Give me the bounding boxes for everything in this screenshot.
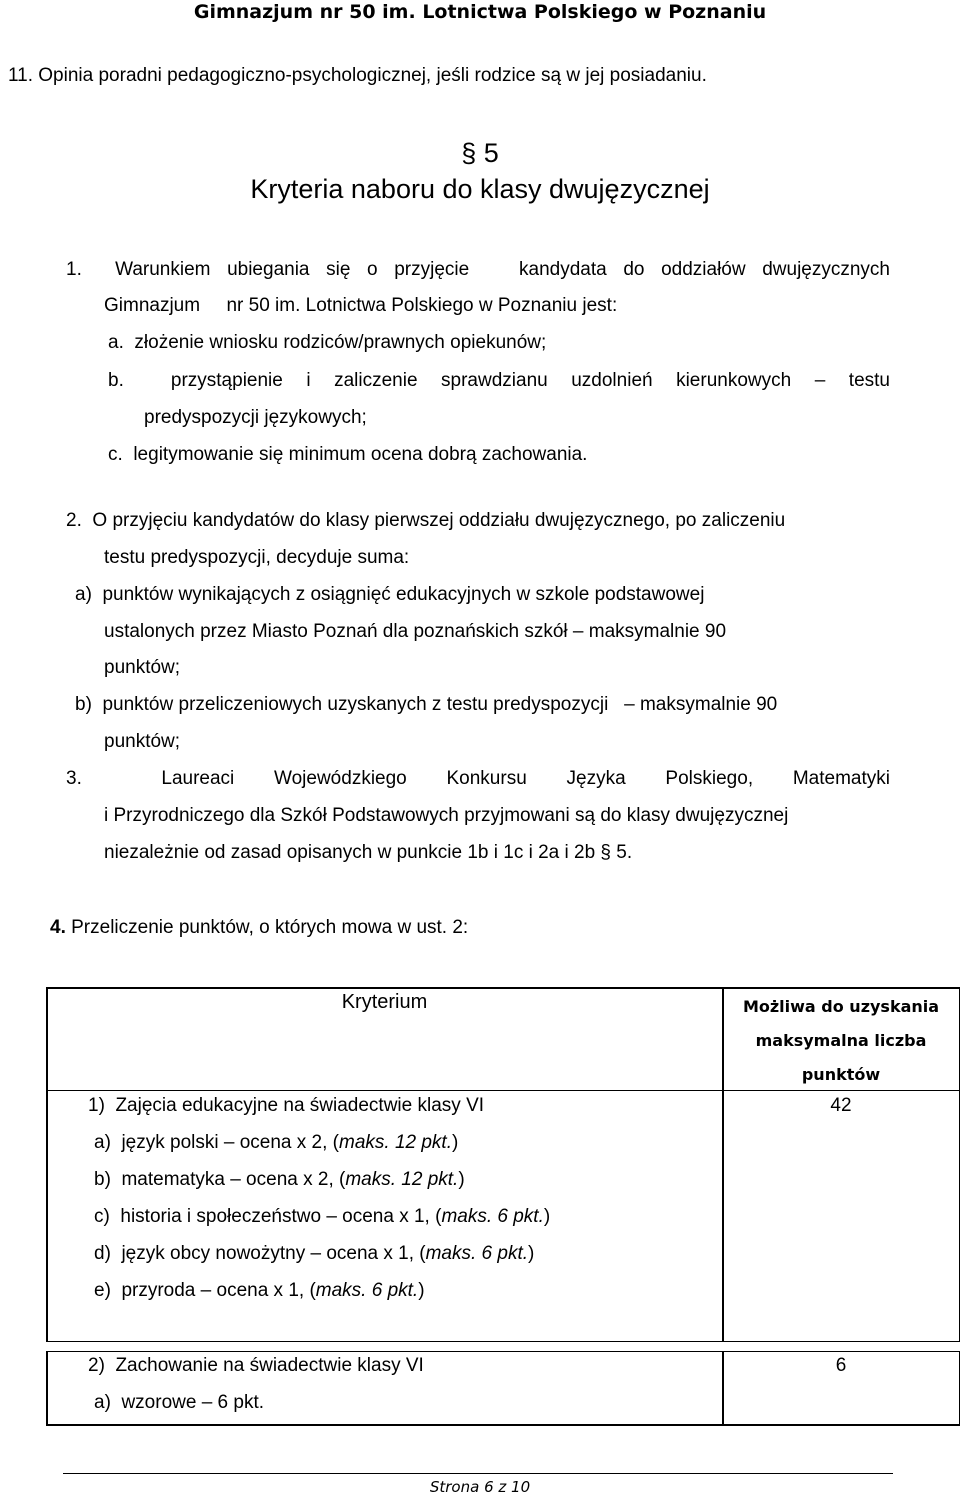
table-row1-title: 1) Zajęcia edukacyjne na świadectwie klasy VI (88, 1095, 485, 1116)
table-header-points-line3: punktów (801, 1065, 881, 1084)
table-header-points-line1: Możliwa do uzyskania (742, 997, 940, 1016)
document-header: Gimnazjum nr 50 im. Lotnictwa Polskiego w Poznaniu (193, 1, 767, 23)
table-row2-title: 2) Zachowanie na świadectwie klasy VI (88, 1355, 424, 1376)
footer-divider (63, 1473, 893, 1474)
table-row1-item-d: d) język obcy nowożytny – ocena x 1, (maks. 6 pkt.) (94, 1243, 535, 1264)
p4-text: Przeliczenie punktów, o których mowa w ust. 2: (65, 917, 469, 938)
table-header-points-line2: maksymalna liczba (755, 1031, 927, 1050)
p3-line2: i Przyrodniczego dla Szkół Podstawowych przyjmowani są do klasy dwujęzycznej (104, 805, 789, 826)
table-row1-item-a: a) język polski – ocena x 2, (maks. 12 pkt.) (94, 1132, 459, 1153)
p4-number: 4. (50, 917, 66, 938)
p2-b1: b) punktów przeliczeniowych uzyskanych z testu predyspozycji – maksymalnie 90 (75, 694, 778, 715)
table-row1-item-e: e) przyroda – ocena x 1, (maks. 6 pkt.) (94, 1280, 425, 1301)
p3-line1: 3. Laureaci Wojewódzkiego Konkursu Języka Polskiego, Matematyki (66, 768, 890, 789)
p1-b2: predyspozycji językowych; (144, 407, 367, 428)
p2-line1: 2. O przyjęciu kandydatów do klasy pierwszej oddziału dwujęzycznego, po zaliczeniu (66, 510, 786, 531)
p2-a2: ustalonych przez Miasto Poznań dla poznańskich szkół – maksymalnie 90 (104, 621, 727, 642)
p1-b1: b. przystąpienie i zaliczenie sprawdzianu uzdolnień kierunkowych – testu (108, 370, 890, 391)
table-row1-right-cell (722, 1090, 960, 1342)
item-11: 11. Opinia poradni pedagogiczno-psychologicznej, jeśli rodzice są w jej posiadaniu. (8, 65, 707, 86)
p1-c: c. legitymowanie się minimum ocena dobrą zachowania. (108, 444, 588, 465)
section-title: Kryteria naboru do klasy dwujęzycznej (250, 174, 710, 204)
table-row2-points: 6 (835, 1355, 847, 1376)
table-header-kryterium: Kryterium (341, 991, 428, 1013)
p1-line2: Gimnazjum nr 50 im. Lotnictwa Polskiego w Poznaniu jest: (104, 295, 618, 316)
page-number: Strona 6 z 10 (429, 1478, 531, 1496)
table-row2-item-a: a) wzorowe – 6 pkt. (94, 1392, 265, 1413)
table-row1-item-b: b) matematyka – ocena x 2, (maks. 12 pkt.) (94, 1169, 465, 1190)
p2-b2: punktów; (104, 731, 181, 752)
p4 (50, 916, 468, 940)
p1-line1: 1. Warunkiem ubiegania się o przyjęcie kandydata do oddziałów dwujęzycznych (66, 259, 890, 280)
p3-line3: niezależnie od zasad opisanych w punkcie 1b i 1c i 2a i 2b § 5. (104, 842, 633, 863)
table-row1-points: 42 (830, 1095, 852, 1116)
section-number: § 5 (461, 138, 499, 168)
p1-a: a. złożenie wniosku rodziców/prawnych opiekunów; (108, 332, 547, 353)
p2-line2: testu predyspozycji, decyduje suma: (104, 547, 410, 568)
table-header-points (722, 990, 960, 1092)
table-row1-item-c: c) historia i społeczeństwo – ocena x 1, (maks. 6 pkt.) (94, 1206, 551, 1227)
p2-a1: a) punktów wynikających z osiągnięć edukacyjnych w szkole podstawowej (75, 584, 705, 605)
p2-a3: punktów; (104, 657, 181, 678)
